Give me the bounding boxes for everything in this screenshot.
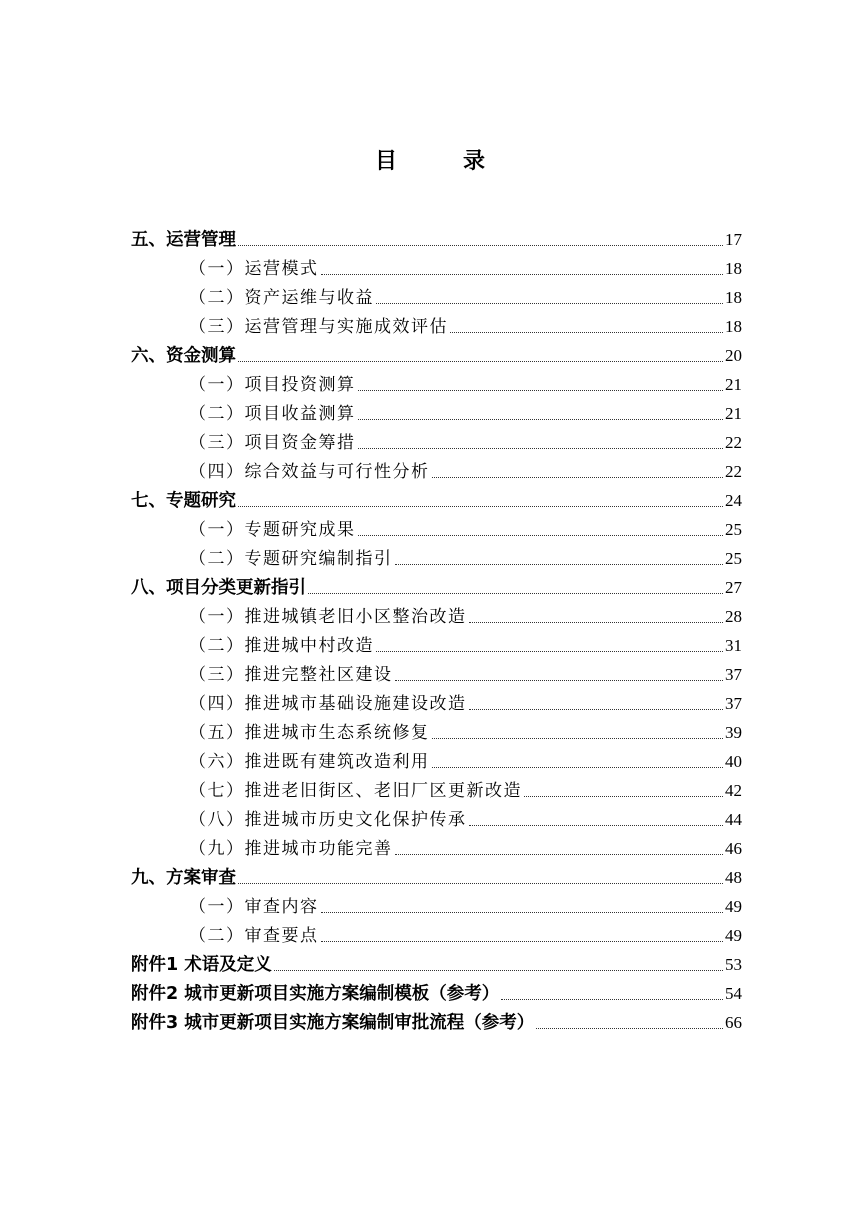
toc-entry-section[interactable]	[131, 714, 742, 743]
toc-entry-section[interactable]	[131, 540, 742, 569]
toc-entry-page-number: 40	[725, 752, 742, 771]
toc-entry-section[interactable]	[131, 627, 742, 656]
toc-entry-section[interactable]	[131, 279, 742, 308]
toc-entry-label: （九）推进城市功能完善	[189, 839, 393, 859]
toc-entry-page-number: 22	[725, 462, 742, 481]
toc-entry-page-number: 53	[725, 955, 742, 974]
toc-dot-leader	[238, 245, 723, 246]
toc-dot-leader	[321, 941, 724, 942]
toc-entry-page-number: 18	[725, 288, 742, 307]
toc-entry-section[interactable]	[131, 250, 742, 279]
toc-entry-label: （二）审查要点	[189, 926, 319, 946]
toc-entry-page-number: 37	[725, 665, 742, 684]
toc-entry-page-number: 66	[725, 1013, 742, 1032]
toc-entry-page-number: 49	[725, 926, 742, 945]
toc-entry-section[interactable]	[131, 917, 742, 946]
toc-entry-label: （二）推进城中村改造	[189, 636, 374, 656]
toc-entry-page-number: 46	[725, 839, 742, 858]
toc-entry-section[interactable]	[131, 308, 742, 337]
toc-dot-leader	[469, 622, 724, 623]
toc-dot-leader	[358, 419, 724, 420]
toc-entry-chapter[interactable]	[131, 569, 742, 598]
toc-entry-page-number: 42	[725, 781, 742, 800]
toc-entry-page-number: 18	[725, 259, 742, 278]
toc-dot-leader	[432, 738, 724, 739]
toc-entry-page-number: 27	[725, 578, 742, 597]
toc-entry-label: 附件2 城市更新项目实施方案编制模板（参考）	[131, 984, 500, 1004]
toc-entry-label: 九、方案审查	[131, 868, 236, 888]
toc-entry-page-number: 17	[725, 230, 742, 249]
toc-entry-section[interactable]	[131, 424, 742, 453]
toc-entry-label: （七）推进老旧街区、老旧厂区更新改造	[189, 781, 522, 801]
toc-entry-page-number: 25	[725, 520, 742, 539]
toc-dot-leader	[376, 651, 723, 652]
toc-entry-page-number: 31	[725, 636, 742, 655]
toc-dot-leader	[321, 912, 724, 913]
toc-entry-page-number: 48	[725, 868, 742, 887]
toc-entry-chapter[interactable]	[131, 221, 742, 250]
toc-entry-chapter[interactable]	[131, 482, 742, 511]
toc-entry-page-number: 44	[725, 810, 742, 829]
toc-entry-label: 五、运营管理	[131, 230, 236, 250]
toc-dot-leader	[376, 303, 723, 304]
toc-dot-leader	[469, 709, 724, 710]
toc-dot-leader	[432, 767, 724, 768]
toc-entry-chapter[interactable]	[131, 337, 742, 366]
toc-entry-chapter[interactable]	[131, 1004, 742, 1033]
toc-entry-label: （一）运营模式	[189, 259, 319, 279]
toc-dot-leader	[432, 477, 724, 478]
toc-dot-leader	[501, 999, 723, 1000]
toc-entry-label: （三）运营管理与实施成效评估	[189, 317, 448, 337]
toc-dot-leader	[238, 883, 723, 884]
toc-entry-section[interactable]	[131, 656, 742, 685]
page-title: 目 录	[374, 149, 507, 174]
toc-entry-chapter[interactable]	[131, 975, 742, 1004]
toc-entry-page-number: 20	[725, 346, 742, 365]
toc-entry-chapter[interactable]	[131, 859, 742, 888]
toc-entry-section[interactable]	[131, 888, 742, 917]
toc-entry-label: （四）综合效益与可行性分析	[189, 462, 430, 482]
toc-entry-label: （三）项目资金筹措	[189, 433, 356, 453]
toc-entry-page-number: 39	[725, 723, 742, 742]
toc-entry-page-number: 24	[725, 491, 742, 510]
toc-entry-label: 附件1 术语及定义	[131, 955, 272, 975]
toc-entry-label: 附件3 城市更新项目实施方案编制审批流程（参考）	[131, 1013, 535, 1033]
table-of-contents	[131, 221, 742, 1033]
toc-dot-leader	[469, 825, 724, 826]
toc-entry-section[interactable]	[131, 511, 742, 540]
toc-entry-section[interactable]	[131, 772, 742, 801]
toc-entry-section[interactable]	[131, 685, 742, 714]
toc-entry-page-number: 21	[725, 375, 742, 394]
toc-entry-label: （二）专题研究编制指引	[189, 549, 393, 569]
toc-dot-leader	[308, 593, 723, 594]
toc-dot-leader	[358, 390, 724, 391]
toc-entry-page-number: 18	[725, 317, 742, 336]
toc-entry-page-number: 54	[725, 984, 742, 1003]
toc-dot-leader	[395, 564, 724, 565]
toc-entry-label: （一）推进城镇老旧小区整治改造	[189, 607, 467, 627]
toc-entry-section[interactable]	[131, 830, 742, 859]
toc-entry-label: （六）推进既有建筑改造利用	[189, 752, 430, 772]
toc-entry-label: （二）项目收益测算	[189, 404, 356, 424]
toc-entry-section[interactable]	[131, 453, 742, 482]
toc-entry-page-number: 22	[725, 433, 742, 452]
toc-dot-leader	[238, 506, 723, 507]
toc-dot-leader	[395, 854, 724, 855]
toc-dot-leader	[238, 361, 723, 362]
toc-entry-section[interactable]	[131, 395, 742, 424]
toc-entry-label: 六、资金测算	[131, 346, 236, 366]
toc-entry-label: （三）推进完整社区建设	[189, 665, 393, 685]
toc-entry-page-number: 49	[725, 897, 742, 916]
toc-entry-page-number: 37	[725, 694, 742, 713]
toc-entry-label: （四）推进城市基础设施建设改造	[189, 694, 467, 714]
toc-dot-leader	[358, 448, 724, 449]
toc-dot-leader	[395, 680, 724, 681]
toc-entry-label: （一）审查内容	[189, 897, 319, 917]
toc-entry-section[interactable]	[131, 743, 742, 772]
toc-entry-chapter[interactable]	[131, 946, 742, 975]
toc-entry-label: 八、项目分类更新指引	[131, 578, 306, 598]
toc-entry-label: （五）推进城市生态系统修复	[189, 723, 430, 743]
toc-dot-leader	[358, 535, 724, 536]
toc-entry-section[interactable]	[131, 366, 742, 395]
toc-entry-label: （一）专题研究成果	[189, 520, 356, 540]
toc-dot-leader	[321, 274, 724, 275]
toc-entry-label: （一）项目投资测算	[189, 375, 356, 395]
toc-dot-leader	[274, 970, 723, 971]
toc-entry-label: （八）推进城市历史文化保护传承	[189, 810, 467, 830]
toc-entry-section[interactable]	[131, 801, 742, 830]
toc-entry-section[interactable]	[131, 598, 742, 627]
toc-dot-leader	[524, 796, 723, 797]
toc-entry-label: （二）资产运维与收益	[189, 288, 374, 308]
toc-entry-page-number: 25	[725, 549, 742, 568]
toc-entry-label: 七、专题研究	[131, 491, 236, 511]
toc-dot-leader	[536, 1028, 723, 1029]
toc-entry-page-number: 21	[725, 404, 742, 423]
toc-entry-page-number: 28	[725, 607, 742, 626]
toc-dot-leader	[450, 332, 723, 333]
